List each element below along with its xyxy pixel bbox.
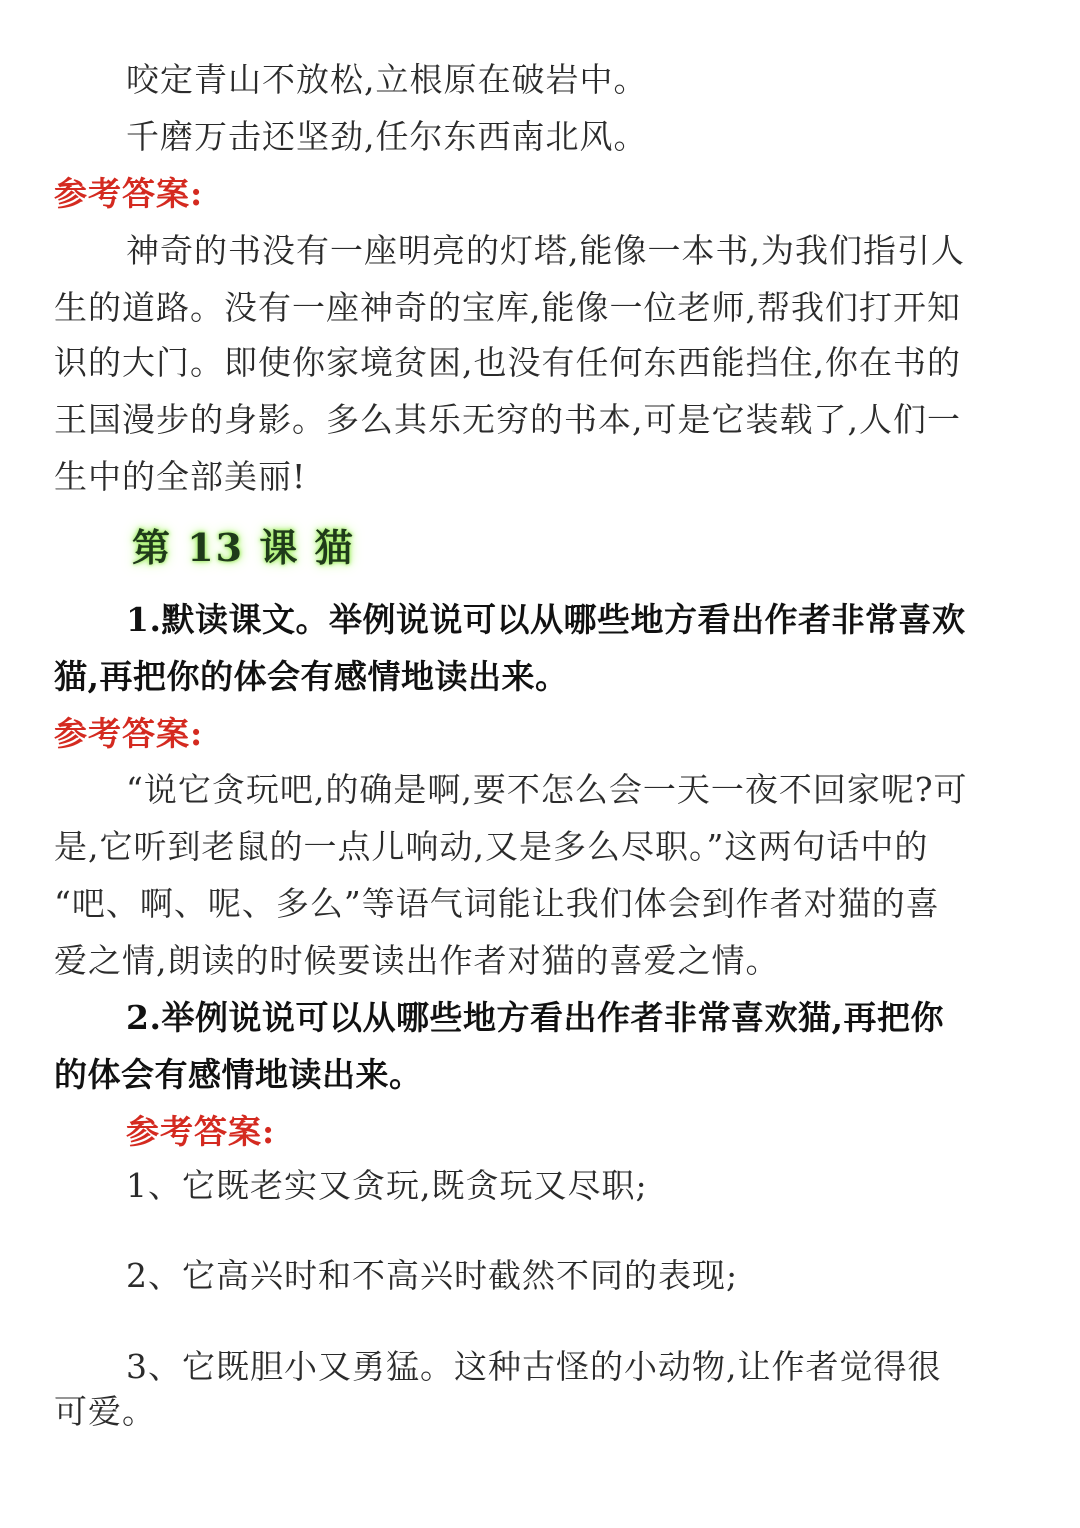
answer-label: 参考答案: (54, 174, 204, 213)
answer-q2-item-3: 3、它既胆小又勇猛。这种古怪的小动物,让作者觉得很 (126, 1347, 942, 1386)
question-1-line: 猫,再把你的体会有感情地读出来。 (54, 657, 569, 696)
answer-q1-line: 爱之情,朗读的时候要读出作者对猫的喜爱之情。 (54, 941, 780, 980)
answer-q1-line: 是,它听到老鼠的一点儿响动,又是多么尽职。”这两句话中的 (54, 827, 929, 866)
question-2-line: 的体会有感情地读出来。 (54, 1055, 423, 1094)
answer-q2-item-2: 2、它高兴时和不高兴时截然不同的表现; (126, 1256, 739, 1295)
answer-q1-line: “说它贪玩吧,的确是啊,要不怎么会一天一夜不回家呢?可 (126, 770, 968, 809)
answer-label: 参考答案: (54, 714, 204, 753)
answer-paragraph-line: 生的道路。没有一座神奇的宝库,能像一位老师,帮我们打开知 (54, 288, 961, 327)
poem-line-1: 咬定青山不放松,立根原在破岩中。 (126, 60, 648, 99)
answer-paragraph-line: 神奇的书没有一座明亮的灯塔,能像一本书,为我们指引人 (126, 231, 965, 270)
answer-q2-item-1: 1、它既老实又贪玩,既贪玩又尽职; (126, 1166, 648, 1205)
lesson-title: 第 13 课 猫 (132, 525, 355, 570)
answer-q1-line: “吧、啊、呢、多么”等语气词能让我们体会到作者对猫的喜 (54, 884, 940, 923)
answer-q2-item-3-continued: 可爱。 (54, 1392, 156, 1431)
answer-paragraph-line: 识的大门。即使你家境贫困,也没有任何东西能挡住,你在书的 (54, 343, 961, 382)
answer-paragraph-line: 生中的全部美丽! (54, 457, 307, 496)
answer-label: 参考答案: (126, 1112, 276, 1151)
answer-paragraph-line: 王国漫步的身影。多么其乐无穷的书本,可是它装载了,人们一 (54, 400, 961, 439)
question-2-line: 2.举例说说可以从哪些地方看出作者非常喜欢猫,再把你 (126, 998, 944, 1037)
poem-line-2: 千磨万击还坚劲,任尔东西南北风。 (126, 117, 648, 156)
question-1-line: 1.默读课文。举例说说可以从哪些地方看出作者非常喜欢 (126, 600, 966, 639)
